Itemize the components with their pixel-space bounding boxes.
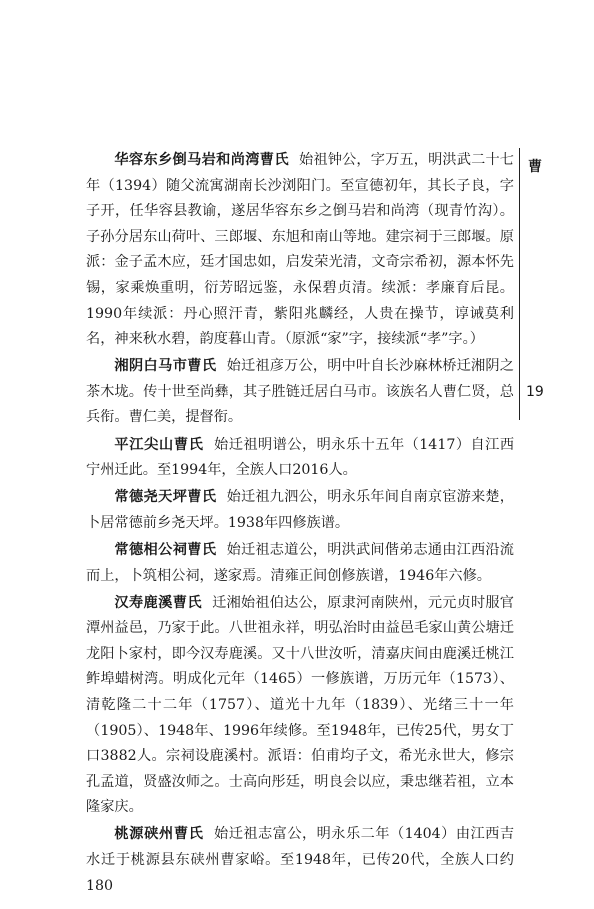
clan-entry-title: 桃源硖州曹氏	[114, 826, 204, 843]
clan-entry	[86, 433, 514, 484]
clan-entry-title: 平江尖山曹氏	[114, 436, 204, 453]
clan-entry-text: 始迁祖明谱公，明永乐十五年（1417）自江西宁州迁此。至1994年，全族人口2016人。	[86, 436, 515, 479]
clan-entry-text: 始迁祖九泗公，明永乐年间自南京宦游来楚，卜居常德前乡尧天坪。1938年四修族谱。	[86, 489, 514, 531]
clan-entry-title: 华容东乡倒马岩和尚湾曹氏	[114, 152, 289, 168]
clan-entry	[86, 538, 514, 589]
clan-entry-text: 始迁祖彦万公，明中叶自长沙麻林桥迁湘阴之茶木垅。传十世至尚彝，其子胜链迁居白马市。该族名人曹仁贤，总兵衔。曹仁美，提督衔。	[86, 358, 514, 426]
clan-entry-title: 汉寿鹿溪曹氏	[114, 594, 202, 611]
clan-entry-text: 始祖钟公，字万五，明洪武二十七年（1394）随父流寓湖南长沙浏阳门。至宣德初年，其长子良，字子开，任华容县教谕，遂居华容东乡之倒马岩和尚湾（现青竹沟）。子孙分居东山荷叶、三郎堰、东旭和南山等地。建宗祠于三郎堰。原派：金子孟木应，廷才国忠如，启发荣光清，文奇宗希初，源本怀先锡，家乘焕重明，衍芳昭远鉴，永保碧贞清。续派：孝廉育后昆。1990年续派：丹心照汗青，紫阳兆麟经，人贵在操节，谆诫莫利名，神来秋水碧，韵度暮山青。（原派“家”字，接续派“孝”字。）	[86, 152, 514, 348]
section-tab-character: 曹	[528, 159, 542, 175]
clan-entry-title: 湘阴白马市曹氏	[114, 358, 217, 375]
page-number: 19	[526, 384, 544, 400]
margin-rule	[519, 148, 520, 420]
clan-entry-title: 常德尧天坪曹氏	[114, 489, 217, 506]
clan-entry-text: 始迁祖志富公，明永乐二年（1404）由江西吉水迁于桃源县东硖州曹家峪。至1948年，已传20代，全族人口约180	[86, 826, 515, 894]
clan-entry	[86, 148, 514, 353]
clan-entry	[86, 591, 514, 821]
clan-entry-text: 迁湘始祖伯达公，原隶河南陕州，元元贞时服官潭州益邑，乃家于此。八世祖永祥，明弘治时由益邑毛家山黄公塘迁龙阳卜家村，即今汉寿鹿溪。又十八世汝听，清嘉庆间由鹿溪迁桃江鲊埠蜡树湾。明成化元年（1465）一修族谱，万历元年（1573）、清乾隆二十二年（1757）、道光十九年（1839）、光绪三十一年（1905）、1948年、1996年续修。至1948年，已传25代，男女丁口3882人。宗祠设鹿溪村。派语：伯甫均子文，希光永世大，修宗孔孟道，贤盛汝师之。士高向彤廷，明良会以应，秉忠继若祖，立本隆家庆。	[86, 594, 514, 816]
clan-entry-title: 常德相公祠曹氏	[114, 541, 217, 558]
clan-entry	[86, 485, 514, 536]
page-body	[86, 148, 514, 901]
clan-entry	[86, 822, 514, 899]
clan-entry	[86, 354, 514, 431]
clan-entry-text: 始迁祖志道公，明洪武间偕弟志通由江西沿流而上，卜筑相公祠，遂家焉。清雍正间创修族谱，1946年六修。	[86, 541, 514, 584]
